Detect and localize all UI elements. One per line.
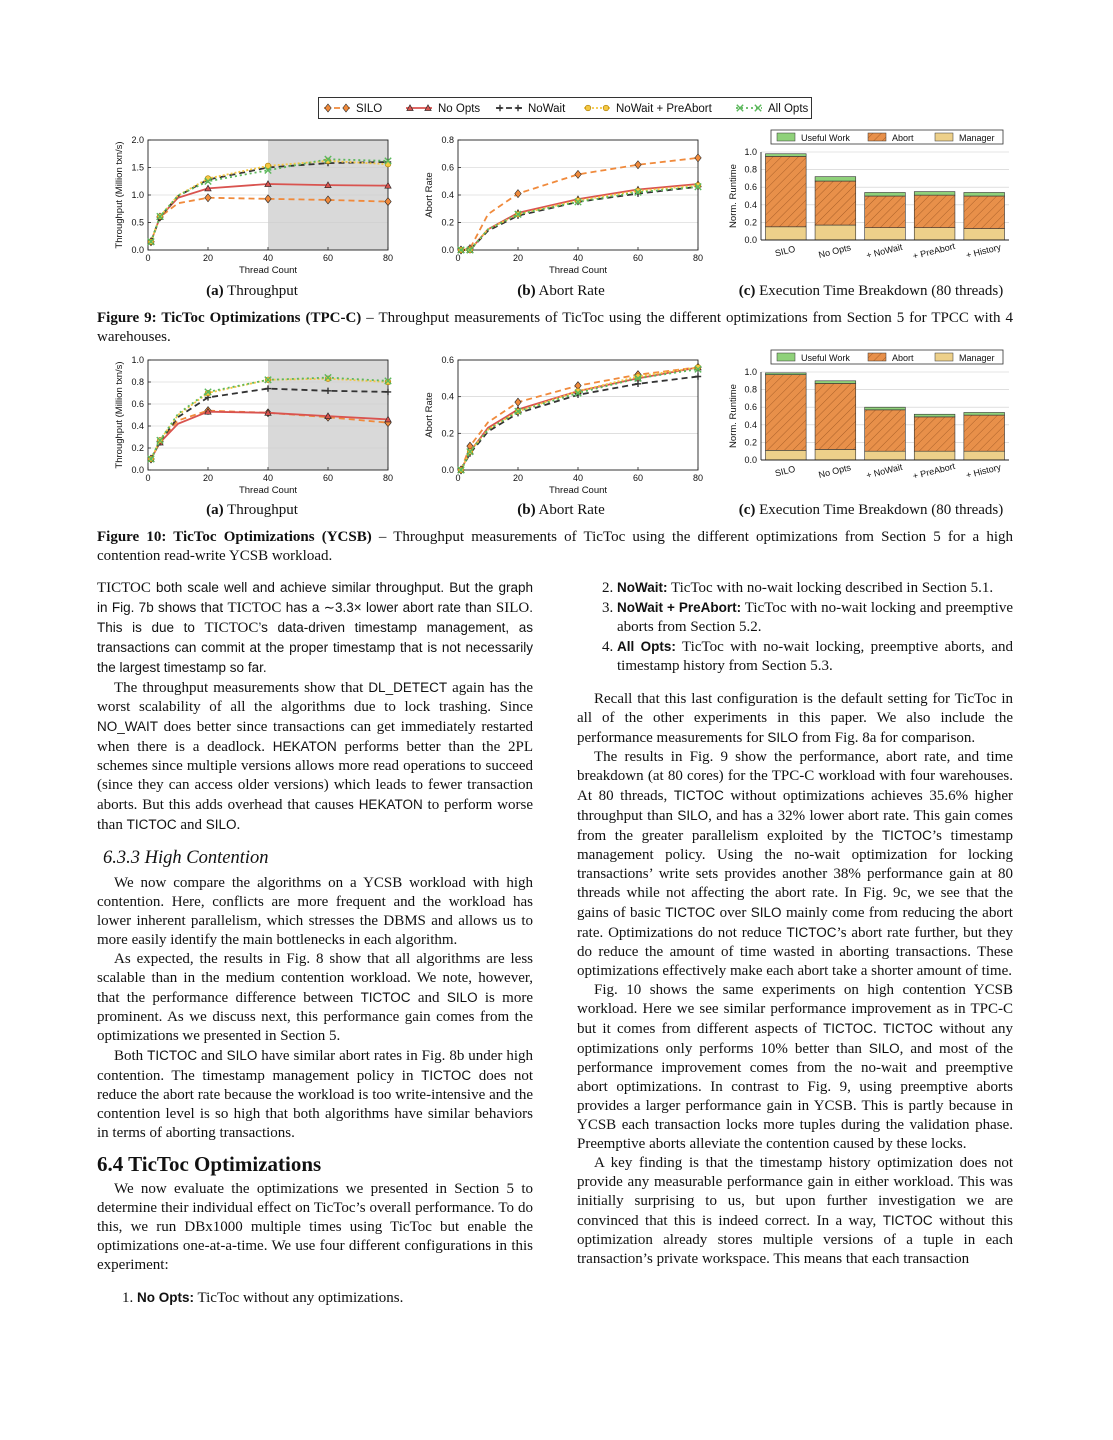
y-tick-label: 2.0 <box>131 135 144 145</box>
data-point <box>575 170 581 178</box>
legend-label: All Opts <box>768 103 809 115</box>
x-tick-label: 0 <box>145 473 151 483</box>
bar-legend-label: Useful Work <box>801 133 850 143</box>
fig10b-abort-rate-chart <box>420 352 710 497</box>
x-tick-label: 60 <box>322 253 334 263</box>
system-name: NO_WAIT <box>97 719 159 734</box>
x-tick-label: 60 <box>632 253 644 263</box>
bar-segment <box>964 415 1005 451</box>
y-tick-label: 1.0 <box>744 147 757 157</box>
text-segment: A key finding is that the timestamp history optimization does not provide any measurable performance gain in either workload. This was initially surprising to us, but upon further investigation we are convinced that this is indeed correct. In a way, <box>577 1155 1013 1229</box>
system-name: HEKATON <box>272 739 337 754</box>
legend-label: NoWait <box>528 103 566 115</box>
y-tick-label: 1.0 <box>131 355 144 365</box>
system-name: has a ∼3.3× lower abort rate than <box>281 600 496 615</box>
bar-legend-label: Manager <box>959 133 995 143</box>
x-tick-label: 40 <box>262 473 274 483</box>
right-paragraph-4 <box>577 1154 1013 1269</box>
x-tick-label: 40 <box>262 253 274 263</box>
bar-segment <box>765 156 806 226</box>
data-point <box>695 373 701 379</box>
plot-frame <box>458 360 698 470</box>
fig10c-breakdown-chart <box>725 348 1015 488</box>
text-segment: from Fig. 8a for comparison. <box>798 730 976 746</box>
bar-segment <box>865 228 906 240</box>
bar-legend-swatch <box>868 353 886 361</box>
bar-legend-swatch <box>777 353 795 361</box>
text-segment: Both <box>114 1048 148 1064</box>
left-column <box>97 578 533 1308</box>
text-segment: and <box>176 817 206 833</box>
bar-segment <box>815 181 856 225</box>
y-tick-label: 0.8 <box>131 377 144 387</box>
x-tick-label: 40 <box>572 473 584 483</box>
y-tick-label: 0.4 <box>441 190 454 200</box>
config-item-3: 3. NoWait + PreAbort: TicToc with no-wait locking and preemptive aborts from Section 5.2. <box>617 598 1013 637</box>
figure-legend <box>318 97 812 119</box>
data-point <box>515 398 521 406</box>
bar-segment <box>765 154 806 157</box>
system-name: ’s data-driven timestamp management, as transactions can commit at the proper timestamp that is not necessarily the largest timestamp so far. <box>97 620 533 675</box>
text-segment: does better since transactions can get immediately restarted when there is a deadlock. <box>97 719 533 755</box>
text-segment: Recall that this last configuration is the default setting for TicToc in all of the other experiments in this paper. We also include the performance measurements for <box>577 691 1013 746</box>
legend-marker <box>603 105 609 111</box>
y-tick-label: 0.6 <box>744 182 757 193</box>
fig9a-throughput-chart <box>110 132 400 277</box>
y-tick-label: 1.5 <box>131 162 144 173</box>
text-segment: , and most of the performance improvement comes from the no-wait and preemptive abort optimizations. In contrast to Fig. 9, using preemptive aborts provides a larger performance gain in YCSB. This is partly because in YCSB each transaction locks more tuples during the validation phase. Preemptive aborts alleviate the contention caused by these locks. <box>577 1041 1013 1152</box>
fig9c-breakdown-chart <box>725 128 1015 268</box>
system-name: SILO <box>677 808 709 823</box>
text-segment: The results in Fig. 9 show the performance, abort rate, and time breakdown (at 80 cores) for the TPC-C workload with four warehouses. At 80 threads, <box>577 749 1013 804</box>
category-label: SILO <box>773 243 797 259</box>
system-name: SILO <box>446 990 478 1005</box>
y-axis-label: Norm. Runtime <box>728 164 739 228</box>
text-segment: without optimizations achieves 35.6% higher throughput than <box>577 788 1013 824</box>
bar-segment <box>815 225 856 240</box>
fig10a-subcaption: (a) Throughput <box>206 502 298 518</box>
left-paragraph-1 <box>97 578 533 678</box>
text-segment: have similar abort rates in Fig. 8b under high contention. The timestamp management policy in <box>97 1048 533 1084</box>
bar-segment <box>865 196 906 228</box>
right-paragraph-1 <box>577 690 1013 748</box>
text-segment: without any optimizations only performs 10% better than <box>577 1021 1014 1057</box>
x-tick-label: 20 <box>512 473 524 483</box>
system-name: TICTOC <box>360 990 411 1005</box>
y-tick-label: 0.4 <box>441 391 454 402</box>
bar-segment <box>964 192 1005 196</box>
data-point <box>695 154 701 162</box>
right-paragraph-2 <box>577 748 1013 981</box>
left-paragraph-5 <box>97 1046 533 1143</box>
text-segment: over <box>715 905 751 921</box>
bar-segment <box>815 383 856 449</box>
bar-segment <box>914 228 955 240</box>
system-name: TICTOC <box>421 1068 472 1083</box>
data-point <box>635 381 641 387</box>
y-tick-label: 0.8 <box>441 135 454 145</box>
system-name: TICTOC <box>786 925 837 940</box>
bar-segment <box>914 451 955 460</box>
x-tick-label: 80 <box>692 253 704 263</box>
bar-segment <box>815 381 856 384</box>
system-name: SILO <box>767 730 799 745</box>
text-segment: TICTOC <box>97 580 151 596</box>
x-tick-label: 20 <box>512 253 524 263</box>
series-line <box>461 367 698 470</box>
text-segment: TICTOC <box>204 620 259 636</box>
legend-marker <box>585 105 591 111</box>
y-axis-label: Abort Rate <box>424 392 435 438</box>
y-tick-label: 1.0 <box>744 367 757 377</box>
fig10-caption: Figure 10: TicToc Optimizations (YCSB) – Throughput measurements of TicToc using the different optimizations from Section 5 for a high contention read-write YCSB workload. <box>97 529 1013 564</box>
y-tick-label: 0.4 <box>744 419 757 430</box>
y-tick-label: 0.2 <box>131 443 144 453</box>
system-name: TICTOC <box>881 828 932 843</box>
y-tick-label: 0.0 <box>441 465 454 475</box>
x-tick-label: 0 <box>455 253 461 263</box>
system-name: . This is due to <box>97 600 533 635</box>
series-line <box>461 187 698 250</box>
left-paragraph-3: We now compare the algorithms on a YCSB workload with high contention. Here, conflicts are more frequent and the workload has lower inherent parallelism, which stresses the DBMS and allows us to more easily identify the main bottlenecks in each algorithm. <box>97 875 533 948</box>
bar-legend-label: Abort <box>892 133 914 143</box>
y-tick-label: 0.2 <box>441 217 454 228</box>
text-segment: and <box>410 990 447 1006</box>
y-tick-label: 0.0 <box>131 465 144 475</box>
category-label: + PreAbort <box>911 241 957 262</box>
category-label: + PreAbort <box>911 461 957 482</box>
fig10c-subcaption: (c) Execution Time Breakdown (80 threads) <box>738 502 1004 518</box>
x-tick-label: 0 <box>455 473 461 483</box>
bar-segment <box>964 412 1005 415</box>
system-name: SILO <box>226 1048 258 1063</box>
x-axis-label: Thread Count <box>548 265 608 276</box>
left-paragraph-2 <box>97 678 533 835</box>
fig9b-subcaption: (b) Abort Rate <box>517 283 605 299</box>
bar-segment <box>865 407 906 410</box>
y-tick-label: 0.8 <box>744 164 757 175</box>
category-label: + History <box>964 241 1003 261</box>
x-tick-label: 20 <box>202 473 214 483</box>
bar-segment <box>815 449 856 460</box>
text-segment: without this optimization already stores multiple versions of a tuple in each transaction’s private workspace. This means that each transaction <box>577 1213 1013 1267</box>
text-segment: does not reduce the abort rate because the workload is too write-intensive and the contention level is so high that both algorithms have similar behaviors in terms of aborting transactions. <box>97 1068 533 1141</box>
y-tick-label: 0.0 <box>441 245 454 255</box>
config-list-continued <box>577 578 1013 676</box>
category-label: No Opts <box>817 242 852 260</box>
category-label: No Opts <box>817 462 852 480</box>
y-tick-label: 0.0 <box>744 455 757 465</box>
right-paragraph-3 <box>577 981 1013 1154</box>
x-tick-label: 80 <box>382 253 394 263</box>
x-tick-label: 80 <box>382 473 394 483</box>
bar-segment <box>865 451 906 460</box>
bar-segment <box>964 196 1005 229</box>
fig9a-subcaption: (a) Throughput <box>206 283 298 299</box>
system-name: TICTOC <box>126 817 177 832</box>
x-tick-label: 40 <box>572 253 584 263</box>
fig9b-abort-rate-chart <box>420 132 710 277</box>
system-name: SILO <box>205 817 237 832</box>
bar-segment <box>964 451 1005 460</box>
text-segment: is more prominent. As we discuss next, this performance gain comes from the optimizations we presented in Section 5. <box>97 990 533 1044</box>
y-axis-label: Throughput (Million txn/s) <box>114 141 125 249</box>
system-name: TICTOC <box>822 1021 873 1036</box>
x-tick-label: 60 <box>322 473 334 483</box>
y-axis-label: Abort Rate <box>424 172 435 218</box>
text-segment: ’s abort rate further, but they do reduce the amount of time wasted in aborting transactions. These optimizations effectively make each abort take a shorter amount of time. <box>577 925 1013 979</box>
bar-segment <box>765 375 806 451</box>
fig9c-subcaption: (c) Execution Time Breakdown (80 threads) <box>738 283 1004 299</box>
bar-legend-swatch <box>868 133 886 141</box>
bar-legend-swatch <box>777 133 795 141</box>
category-label: + NoWait <box>865 461 904 481</box>
series-line <box>461 367 698 470</box>
config-list-start <box>97 1288 533 1308</box>
config-item-1: 1. No Opts: TicToc without any optimizations. <box>137 1288 533 1308</box>
bar-segment <box>914 195 955 228</box>
category-label: SILO <box>773 463 797 479</box>
x-tick-label: 20 <box>202 253 214 263</box>
text-segment: TICTOC <box>227 600 282 616</box>
system-name: HEKATON <box>358 797 423 812</box>
config-item-2: 2. NoWait: TicToc with no-wait locking described in Section 5.1. <box>617 578 1013 598</box>
bar-segment <box>765 227 806 240</box>
text-segment: Fig. 10 shows the same experiments on high contention YCSB workload. Here we see similar performance improvement as in TPC-C but it comes from different aspects of <box>577 982 1013 1037</box>
system-name: TICTOC <box>883 1021 933 1036</box>
system-name: SILO <box>868 1041 900 1056</box>
text-segment: . <box>236 817 241 833</box>
text-segment: . <box>872 1021 883 1037</box>
x-tick-label: 0 <box>145 253 151 263</box>
bar-legend-label: Abort <box>892 353 914 363</box>
text-segment: mainly come from reducing the abort rate. Optimizations do not reduce <box>577 905 1013 941</box>
y-tick-label: 0.0 <box>744 235 757 245</box>
x-tick-label: 80 <box>692 473 704 483</box>
left-paragraph-6: We now evaluate the optimizations we presented in Section 5 to determine their individual effect on TicToc’s overall performance. To do this, we run DBx1000 multiple times using TicToc but enable the optimizations one-at-a-time. We use four different configurations in this experiment: <box>97 1181 533 1273</box>
category-label: + NoWait <box>865 241 904 261</box>
data-point <box>515 190 521 198</box>
x-axis-label: Thread Count <box>238 485 298 496</box>
y-tick-label: 0.5 <box>131 217 144 228</box>
y-tick-label: 0.2 <box>441 428 454 439</box>
bar-legend-label: Manager <box>959 353 995 363</box>
bar-segment <box>914 414 955 417</box>
text-segment: SILO <box>495 600 530 616</box>
legend-label: SILO <box>356 103 383 115</box>
text-segment: The throughput measurements show that <box>114 680 369 696</box>
text-segment: performs better than the 2PL schemes since multiple versions allows more read operations to succeed (since they can access older versions) which leads to fewer transaction aborts. But this adds overhead that causes <box>97 739 533 813</box>
text-segment: again has the worst scalability of all the algorithms due to lock trashing. Since <box>97 680 533 715</box>
bar-segment <box>815 177 856 181</box>
bar-legend-label: Useful Work <box>801 353 850 363</box>
system-name: TICTOC <box>665 905 716 920</box>
y-tick-label: 1.0 <box>131 190 144 200</box>
y-tick-label: 0.6 <box>131 399 144 409</box>
bar-legend-swatch <box>935 353 953 361</box>
system-name: both scale well and achieve similar throughput. But the graph in Fig. 7b shows that <box>97 580 533 615</box>
bar-segment <box>865 192 906 196</box>
y-axis-label: Norm. Runtime <box>728 384 739 448</box>
legend-label: No Opts <box>438 103 481 115</box>
legend-label: NoWait + PreAbort <box>616 103 712 115</box>
system-name: TICTOC <box>882 1213 933 1228</box>
y-tick-label: 0.6 <box>441 355 454 365</box>
bar-segment <box>964 229 1005 240</box>
bar-segment <box>914 417 955 451</box>
bar-segment <box>765 450 806 460</box>
system-name: TICTOC <box>147 1048 198 1063</box>
text-segment: As expected, the results in Fig. 8 show that all algorithms are less scalable than in the medium contention workload. We note, however, that the performance difference between <box>97 951 533 1006</box>
config-item-4: 4. All Opts: TicToc with no-wait locking, preemptive aborts, and timestamp history from Section 5.3. <box>617 637 1013 676</box>
system-name: SILO <box>750 905 782 920</box>
y-tick-label: 0.0 <box>131 245 144 255</box>
x-tick-label: 60 <box>632 473 644 483</box>
y-tick-label: 0.4 <box>131 421 144 431</box>
system-name: DL_DETECT <box>368 680 448 695</box>
x-axis-label: Thread Count <box>548 485 608 496</box>
text-segment: to perform worse than <box>97 797 533 833</box>
y-tick-label: 0.6 <box>744 402 757 413</box>
section-heading: 6.4 TicToc Optimizations <box>97 1152 322 1176</box>
series-line <box>461 187 698 250</box>
y-axis-label: Throughput (Million txn/s) <box>114 361 125 469</box>
text-segment: and <box>197 1048 227 1064</box>
fig9-caption: Figure 9: TicToc Optimizations (TPC-C) – Throughput measurements of TicToc using the different optimizations from Section 5 for TPCC with 4 warehouses. <box>97 310 1013 345</box>
y-tick-label: 0.2 <box>744 437 757 448</box>
text-segment: , and has a 32% lower abort rate. This gain comes from the greater parallelism exploited by the <box>577 808 1013 844</box>
text-segment: ’s timestamp management policy. Using the no-wait optimization for locking transactions’ write sets provides another 38% performance gain at 80 threads while not affecting the abort rate. In Fig. 9c, we see that the gains of basic <box>577 828 1013 921</box>
left-paragraph-4 <box>97 950 533 1046</box>
right-column <box>577 578 1013 1269</box>
bar-legend-swatch <box>935 133 953 141</box>
subsection-heading: 6.3.3 High Contention <box>103 848 269 868</box>
y-tick-label: 0.6 <box>441 162 454 173</box>
bar-segment <box>765 373 806 375</box>
y-tick-label: 0.8 <box>744 384 757 395</box>
series-line <box>461 184 698 250</box>
series-line <box>461 367 698 470</box>
y-tick-label: 0.4 <box>744 199 757 210</box>
bar-segment <box>865 410 906 451</box>
x-axis-label: Thread Count <box>238 265 298 276</box>
system-name: TICTOC <box>673 788 724 803</box>
bar-segment <box>914 192 955 196</box>
fig10a-throughput-chart <box>110 352 400 497</box>
category-label: + History <box>964 461 1003 481</box>
y-tick-label: 0.2 <box>744 217 757 228</box>
fig10b-subcaption: (b) Abort Rate <box>517 502 605 518</box>
